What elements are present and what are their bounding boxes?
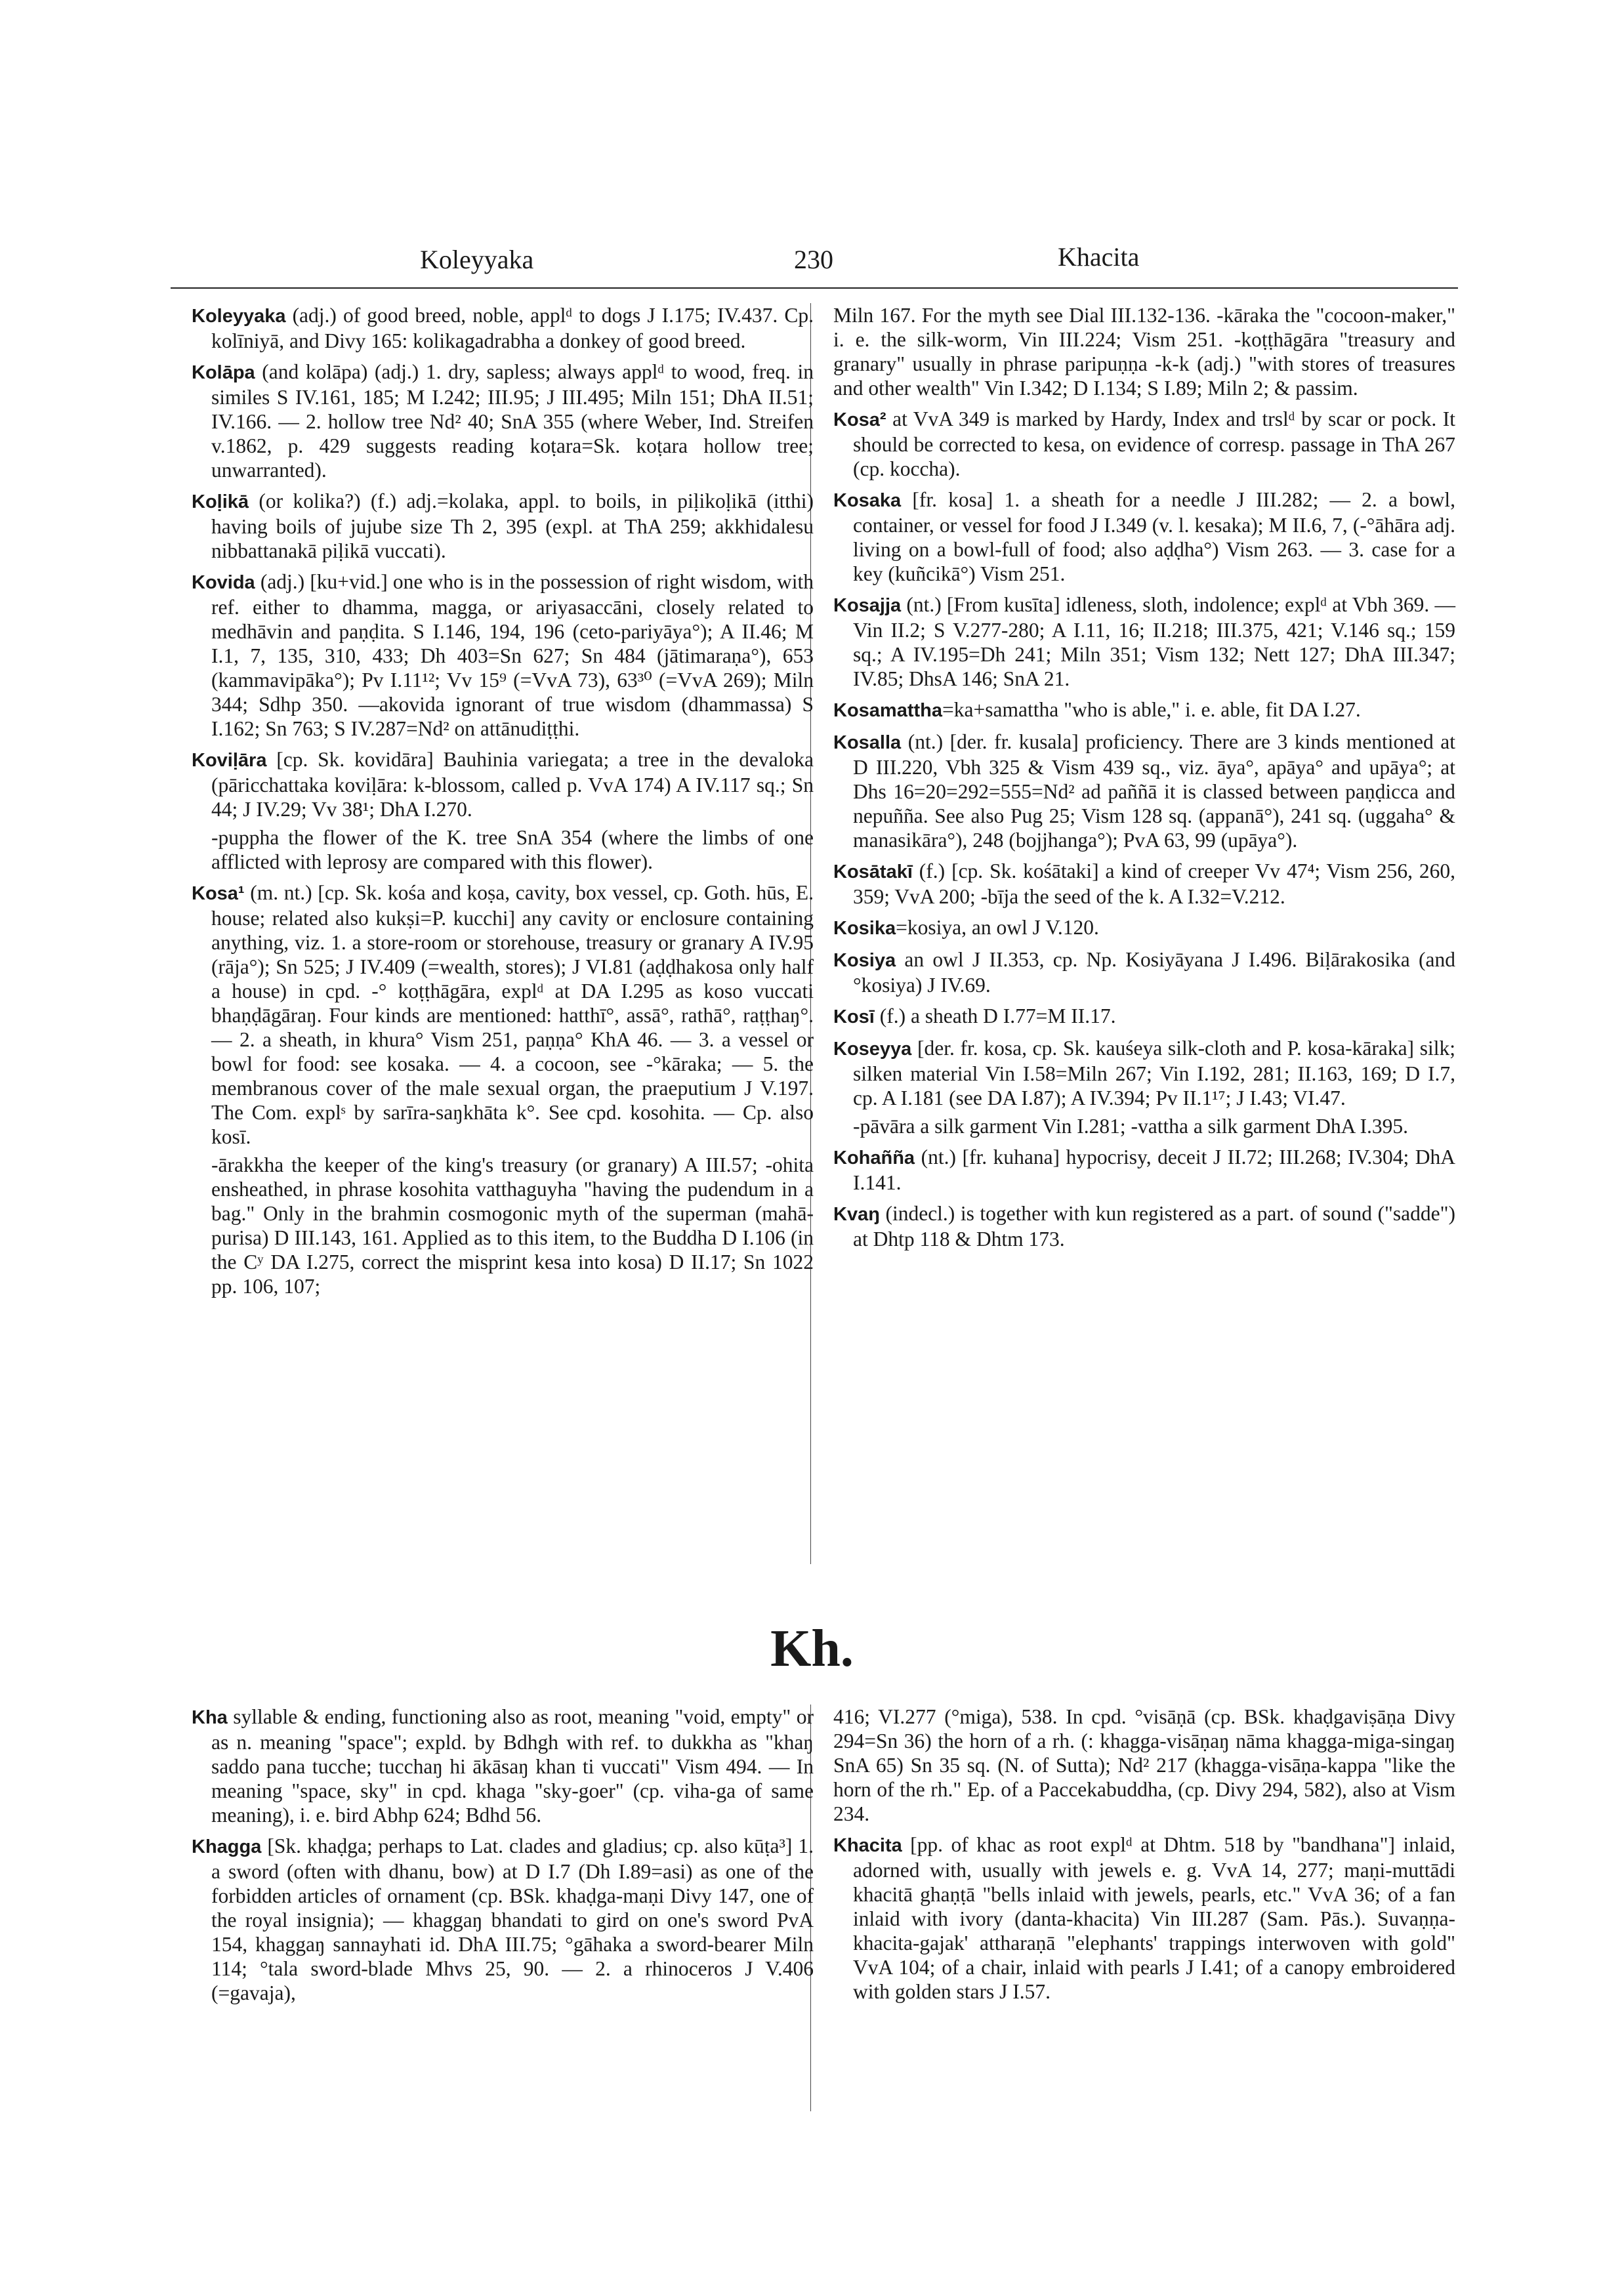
headword: Khagga bbox=[192, 1836, 262, 1857]
entry-text: [fr. kosa] 1. a sheath for a needle J III.282; — 2. a bowl, container, or vessel for food J I.349 (v. l. kesaka); M II.6, 7, (-°āhāra adj. living on a bowl-full of food; also aḍḍha°) Vism 263. — 3. case for a key (kuñcikā°) Vism 251. bbox=[853, 488, 1455, 585]
entry-text: [pp. of khac as root explᵈ at Dhtm. 518 by "bandhana"] inlaid, adorned with, usually with jewels e. g. VvA 14, 277; maṇi-muttādi khacitā ghaṇṭā "bells inlaid with jewels, pearls, etc." VvA 36; of a fan inlaid with ivory (danta-khacita) Vin III.287 (Sam. Pās.). Suvaṇṇa-khacita-gajak' attharaṇā "elephants' trappings interwoven with gold" VvA 104; of a chair, inlaid with pearls J I.41; of a canopy embroidered with golden stars J I.57. bbox=[853, 1833, 1455, 2003]
dictionary-entry bbox=[833, 730, 1455, 852]
headword: Koleyyaka bbox=[192, 306, 286, 327]
headword: Kosajja bbox=[833, 595, 902, 616]
dictionary-entry bbox=[833, 1201, 1455, 1251]
dictionary-entry bbox=[833, 697, 1455, 723]
headword: Kosamattha bbox=[833, 700, 942, 721]
running-head bbox=[0, 244, 1624, 283]
dictionary-entry bbox=[192, 1705, 814, 1827]
dictionary-entry bbox=[192, 489, 814, 563]
entry-text: 416; VI.277 (°miga), 538. In cpd. °visāṇā (cp. BSk. khaḍgaviṣāṇa Divy 294=Sn 36) the horn of a rh. (: khagga-visāṇaŋ nāma khagga-miga-singaŋ SnA 65) Sn 35 sq. (N. of Sutta); Nd² 217 (khagga-visāṇa-kappa "like the horn of the rh." Ep. of a Paccekabuddha, (cp. Divy 294, 582), also at Vism 234. bbox=[833, 1705, 1455, 1825]
headword: Kosalla bbox=[833, 732, 902, 753]
entry-text: an owl J II.353, cp. Np. Kosiyāyana J I.496. Biḷārakosika (and °kosiya) J IV.69. bbox=[853, 948, 1455, 997]
entry-text: (and kolāpa) (adj.) 1. dry, sapless; always applᵈ to wood, freq. in similes S IV.161, 185; M I.242; III.95; J III.495; Miln 151; DhA II.51; IV.166. — 2. hollow tree Nd² 40; SnA 355 (where Weber, Ind. Streifen v.1862, p. 429 suggests reading koṭara=Sk. koṭara hollow tree; unwarranted). bbox=[211, 360, 814, 482]
entry-text: [Sk. khaḍga; perhaps to Lat. clades and gladius; cp. also kūṭa³] 1. a sword (often with dhanu, bow) at D I.7 (Dh I.89=asi) as one of the forbidden articles of ornament (cp. BSk. khaḍga-maṇi Divy 147, one of the royal insignia); — khaggaŋ bhandati to gird on one's sword PvA 154, khaggaŋ sannayhati id. DhA III.75; °gāhaka a sword-bearer Miln 114; °tala sword-blade Mhvs 25, 90. — 2. a rhinoceros J V.406 (=gavaja), bbox=[211, 1834, 814, 2004]
top-left-column bbox=[192, 303, 814, 1305]
header-last-word: Khacita bbox=[1058, 242, 1140, 272]
headword: Kvaŋ bbox=[833, 1204, 880, 1225]
page-number: 230 bbox=[794, 245, 833, 274]
dictionary-entry bbox=[833, 1004, 1455, 1029]
header-rule bbox=[171, 287, 1458, 289]
dictionary-entry bbox=[192, 1834, 814, 2005]
entry-text: at VvA 349 is marked by Hardy, Index and trslᵈ by scar or pock. It should be corrected to kesa, on evidence of corresp. passage in ThA 267 (cp. koccha). bbox=[853, 407, 1455, 480]
dictionary-entry bbox=[192, 880, 814, 1149]
entry-text: =ka+samattha "who is able," i. e. able, fit DA I.27. bbox=[942, 698, 1361, 721]
top-right-column bbox=[833, 303, 1455, 1258]
headword: Kosa² bbox=[833, 409, 886, 430]
entry-subsense: -pāvāra a silk garment Vin I.281; -vattha a silk garment DhA I.395. bbox=[853, 1115, 1409, 1138]
dictionary-entry bbox=[833, 1832, 1455, 2004]
entry-continuation bbox=[833, 303, 1455, 400]
entry-subsense: -ārakkha the keeper of the king's treasury (or granary) A III.57; -ohita ensheathed, in phrase kosohita vatthaguyha "having the pudendum in a bag." Only in the brahmin cosmogonic myth of the superman (mahā-purisa) D III.143, 161. Applied as to this item, to the Buddha D I.106 (in the Cʸ DA I.275, correct the misprint kesa into kosa) D II.17; Sn 1022 pp. 106, 107; bbox=[211, 1153, 814, 1298]
entry-text: (adj.) [ku+vid.] one who is in the possession of right wisdom, with ref. either to dhamma, magga, or ariyasaccāni, closely related to medhāvin and paṇḍita. S I.146, 194, 196 (ceto-pariyāya°); A II.46; M I.1, 7, 135, 310, 433; Dh 403=Sn 627; Sn 484 (jātimaraṇa°), 653 (kammavipāka°); Pv I.11¹²; Vv 15⁹ (=VvA 73), 63³⁰ (=VvA 269); Miln 344; Sdhp 350. —akovida ignorant of true wisdom (dhammassa) S I.162; Sn 763; S IV.287=Nd² on attānudiṭṭhi. bbox=[211, 570, 814, 740]
dictionary-entry bbox=[833, 592, 1455, 691]
headword: Kha bbox=[192, 1707, 228, 1728]
dictionary-entry bbox=[833, 915, 1455, 941]
dictionary-entry bbox=[833, 487, 1455, 586]
entry-text: (f.) [cp. Sk. kośātaki] a kind of creeper Vv 47⁴; Vism 256, 260, 359; VvA 200; -bīja the seed of the k. A I.32=V.212. bbox=[853, 859, 1455, 908]
entry-subsense: -puppha the flower of the K. tree SnA 354 (where the limbs of one afflicted with leprosy are compared with this flower). bbox=[211, 826, 814, 873]
entry-text: (adj.) of good breed, noble, applᵈ to dogs J I.175; IV.437. Cp. kolīniyā, and Divy 165: kolikagadrabha a donkey of good breed. bbox=[211, 304, 814, 352]
dictionary-entry bbox=[833, 947, 1455, 997]
headword: Kosika bbox=[833, 918, 896, 939]
header-first-word: Koleyyaka bbox=[420, 245, 534, 274]
entry-text: (indecl.) is together with kun registered as a part. of sound ("sadde") at Dhtp 118 & Dhtm 173. bbox=[853, 1202, 1455, 1251]
dictionary-entry bbox=[192, 360, 814, 482]
entry-text: Miln 167. For the myth see Dial III.132-136. -kāraka the "cocoon-maker," i. e. the silk-worm, Vin III.224; Vism 251. -koṭṭhāgāra "treasury and granary" usually in phrase paripuṇṇa -k-k (adj.) "with stores of treasures and other wealth" Vin I.342; D I.134; S I.89; Miln 2; & passim. bbox=[833, 304, 1455, 400]
dictionary-entry bbox=[833, 1036, 1455, 1110]
dictionary-entry bbox=[833, 407, 1455, 481]
dictionary-entry bbox=[192, 747, 814, 821]
section-letter-heading: Kh. bbox=[770, 1620, 854, 1678]
entry-text: [cp. Sk. kovidāra] Bauhinia variegata; a tree in the devaloka (pāricchattaka koviḷāra: k-blossom, called p. VvA 174) A IV.117 sq.; Sn 44; J IV.29; Vv 38¹; DhA I.270. bbox=[211, 748, 814, 821]
dictionary-entry bbox=[833, 859, 1455, 909]
entry-text: (f.) a sheath D I.77=M II.17. bbox=[874, 1004, 1116, 1027]
entry-text: (nt.) [der. fr. kusala] proficiency. There are 3 kinds mentioned at D III.220, Vbh 325 & Vism 439 sq., viz. āya°, apāya° and upāya°; at Dhs 16=20=292=555=Nd² ad paññā it is classed between paṇḍicca and nepuñña. See also Pug 25; Vism 128 sq. (appanā°), 241 sq. (uggaha° & manasikāra°), 248 (bojjhanga°); PvA 63, 99 (upāya°). bbox=[853, 730, 1455, 852]
headword: Kovida bbox=[192, 572, 255, 593]
headword: Kosaka bbox=[833, 490, 902, 511]
headword: Koḷikā bbox=[192, 491, 249, 512]
entry-text: (nt.) [fr. kuhana] hypocrisy, deceit J II.72; III.268; IV.304; DhA I.141. bbox=[853, 1146, 1455, 1194]
entry-text: (nt.) [From kusīta] idleness, sloth, indolence; explᵈ at Vbh 369. — Vin II.2; S V.277-280; A I.11, 16; II.218; III.375, 421; V.146 sq.; 159 sq.; A IV.195=Dh 241; Miln 351; Vism 132; Nett 127; DhA III.347; IV.85; DhsA 146; SnA 21. bbox=[853, 593, 1455, 690]
entry-text: =kosiya, an owl J V.120. bbox=[896, 916, 1099, 939]
dictionary-entry bbox=[833, 1145, 1455, 1195]
headword: Khacita bbox=[833, 1835, 902, 1856]
headword: Kosa¹ bbox=[192, 883, 245, 904]
entry-text: (m. nt.) [cp. Sk. kośa and koṣa, cavity, box vessel, cp. Goth. hūs, E. house; related also kukṣi=P. kucchi] any cavity or enclosure containing anything, viz. 1. a store-room or storehouse, treasury or granary A IV.95 (rāja°); Sn 525; J IV.409 (=wealth, stores); J VI.81 (aḍḍhakosa only half a house) in cpd. -° koṭṭhāgāra, explᵈ at DA I.295 as koso vuccati bhaṇḍāgāraŋ. Four kinds are mentioned: hatthī°, assā°, rathā°, raṭṭhaŋ°. — 2. a sheath, in khura° Vism 251, paṇṇa° KhA 46. — 3. a vessel or bowl for food: see kosaka. — 4. a cocoon, see -°kāraka; — 5. the membranous cover of the male sexual organ, the praeputium J V.197. The Com. explˢ by sarīra-saŋkhāta k°. See cpd. kosohita. — Cp. also kosī. bbox=[211, 881, 814, 1148]
headword: Kosī bbox=[833, 1006, 875, 1027]
dictionary-entry bbox=[192, 569, 814, 741]
dictionary-entry bbox=[192, 303, 814, 353]
headword: Koseyya bbox=[833, 1039, 912, 1060]
headword: Kosātakī bbox=[833, 861, 913, 882]
entry-text: [der. fr. kosa, cp. Sk. kauśeya silk-cloth and P. kosa-kāraka] silk; silken material Vin I.58=Miln 267; Vin I.192, 281; II.163, 169; D I.7, cp. A I.181 (see DA I.87); A IV.394; Pv II.1¹⁷; J I.43; VI.47. bbox=[853, 1037, 1455, 1109]
headword: Koviḷāra bbox=[192, 750, 267, 771]
headword: Kohañña bbox=[833, 1148, 915, 1168]
bottom-left-column bbox=[192, 1705, 814, 2012]
headword: Kolāpa bbox=[192, 362, 255, 383]
bottom-right-column bbox=[833, 1705, 1455, 2010]
entry-text: (or kolika?) (f.) adj.=kolaka, appl. to boils, in piḷikoḷikā (itthi) having boils of jujube size Th 2, 395 (expl. at ThA 259; akkhidalesu nibbattanakā piḷikā vuccati). bbox=[211, 489, 814, 562]
entry-text: syllable & ending, functioning also as root, meaning "void, empty" or as n. meaning "space"; expld. by Bdhgh with ref. to dukkha as "khaŋ saddo pana tucche; tucchaŋ hi ākāsaŋ khan ti vuccati" Vism 494. — In meaning "space, sky" in cpd. khaga "sky-goer" (cp. viha-ga of same meaning), i. e. bird Abhp 624; Bdhd 56. bbox=[211, 1705, 814, 1827]
entry-continuation bbox=[833, 1705, 1455, 1826]
headword: Kosiya bbox=[833, 950, 896, 971]
